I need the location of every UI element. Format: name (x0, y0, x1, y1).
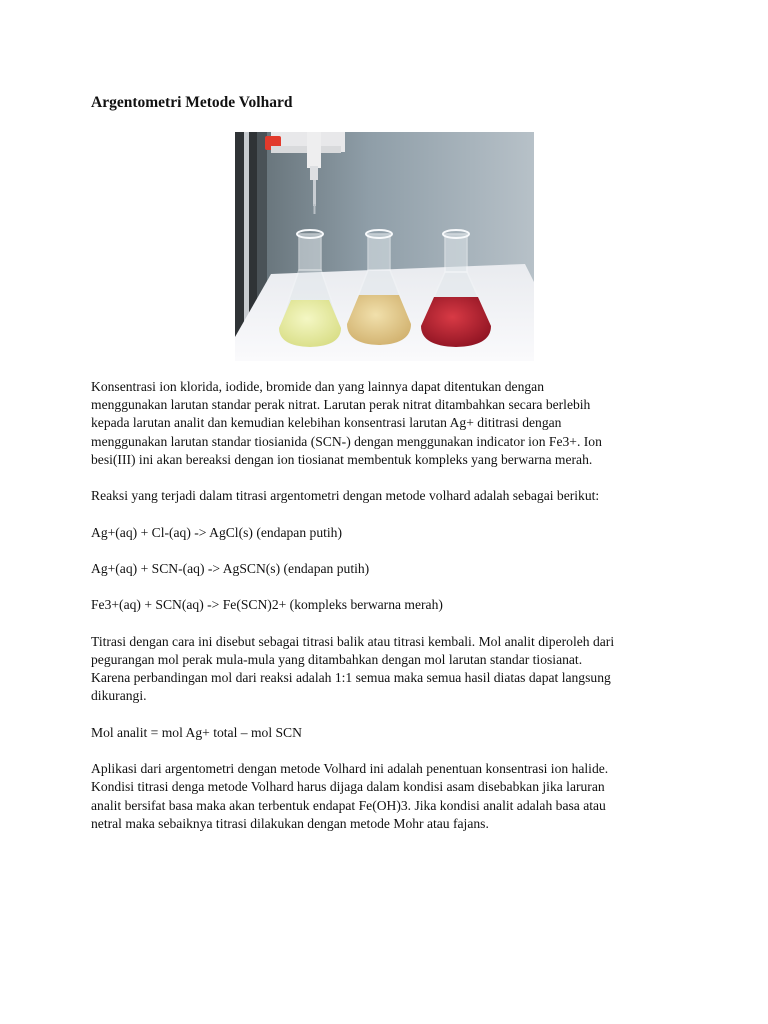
back-titration-line: Titrasi dengan cara ini disebut sebagai titrasi balik atau titrasi kembali. Mol analit diperoleh dari (91, 633, 615, 649)
titration-flasks-photo (235, 132, 534, 361)
reaction-equation-3: Fe3+(aq) + SCN(aq) -> Fe(SCN)2+ (kompleks berwarna merah) (91, 597, 443, 613)
reaction-equation-2: Ag+(aq) + SCN-(aq) -> AgSCN(s) (endapan putih) (91, 560, 370, 576)
intro-line: kepada larutan analit dan kemudian kelebihan konsentrasi larutan Ag+ dititrasi dengan (91, 415, 562, 431)
reaction-intro-paragraph: Reaksi yang terjadi dalam titrasi argentometri dengan metode volhard adalah sebagai berikut: (91, 488, 600, 504)
application-line: Aplikasi dari argentometri dengan metode Volhard ini adalah penentuan konsentrasi ion halide. (91, 761, 609, 777)
document-body (91, 378, 681, 851)
back-titration-line: dikurangi. (91, 688, 147, 704)
application-line: Kondisi titrasi denga metode Volhard harus dijaga dalam kondisi asam disebabkan jika laruran (91, 779, 605, 795)
application-line: analit bersifat basa maka akan terbentuk endapat Fe(OH)3. Jika kondisi analit adalah basa atau (91, 797, 606, 813)
mol-formula: Mol analit = mol Ag+ total – mol SCN (91, 724, 302, 740)
back-titration-line: pegurangan mol perak mula-mula yang ditambahkan dengan mol larutan standar tiosianat. (91, 651, 583, 667)
application-paragraph (91, 760, 681, 833)
intro-line: menggunakan larutan standar tiosianida (SCN-) dengan menggunakan indicator ion Fe3+. Ion (91, 433, 602, 449)
intro-line: besi(III) ini akan bereaksi dengan ion tiosianat membentuk kompleks yang berwarna merah. (91, 451, 593, 467)
reaction-equation-1: Ag+(aq) + Cl-(aq) -> AgCl(s) (endapan putih) (91, 524, 343, 540)
document-title: Argentometri Metode Volhard (91, 94, 293, 111)
intro-paragraph (91, 378, 681, 469)
back-titration-line: Karena perbandingan mol dari reaksi adalah 1:1 semua maka semua hasil diatas dapat langsung (91, 670, 611, 686)
back-titration-paragraph (91, 633, 681, 706)
application-line: netral maka sebaiknya titrasi dilakukan dengan metode Mohr atau fajans. (91, 815, 489, 831)
intro-line: Konsentrasi ion klorida, iodide, bromide dan yang lainnya dapat ditentukan dengan (91, 379, 545, 394)
intro-line: menggunakan larutan standar perak nitrat. Larutan perak nitrat ditambahkan secara berlebih (91, 397, 591, 413)
